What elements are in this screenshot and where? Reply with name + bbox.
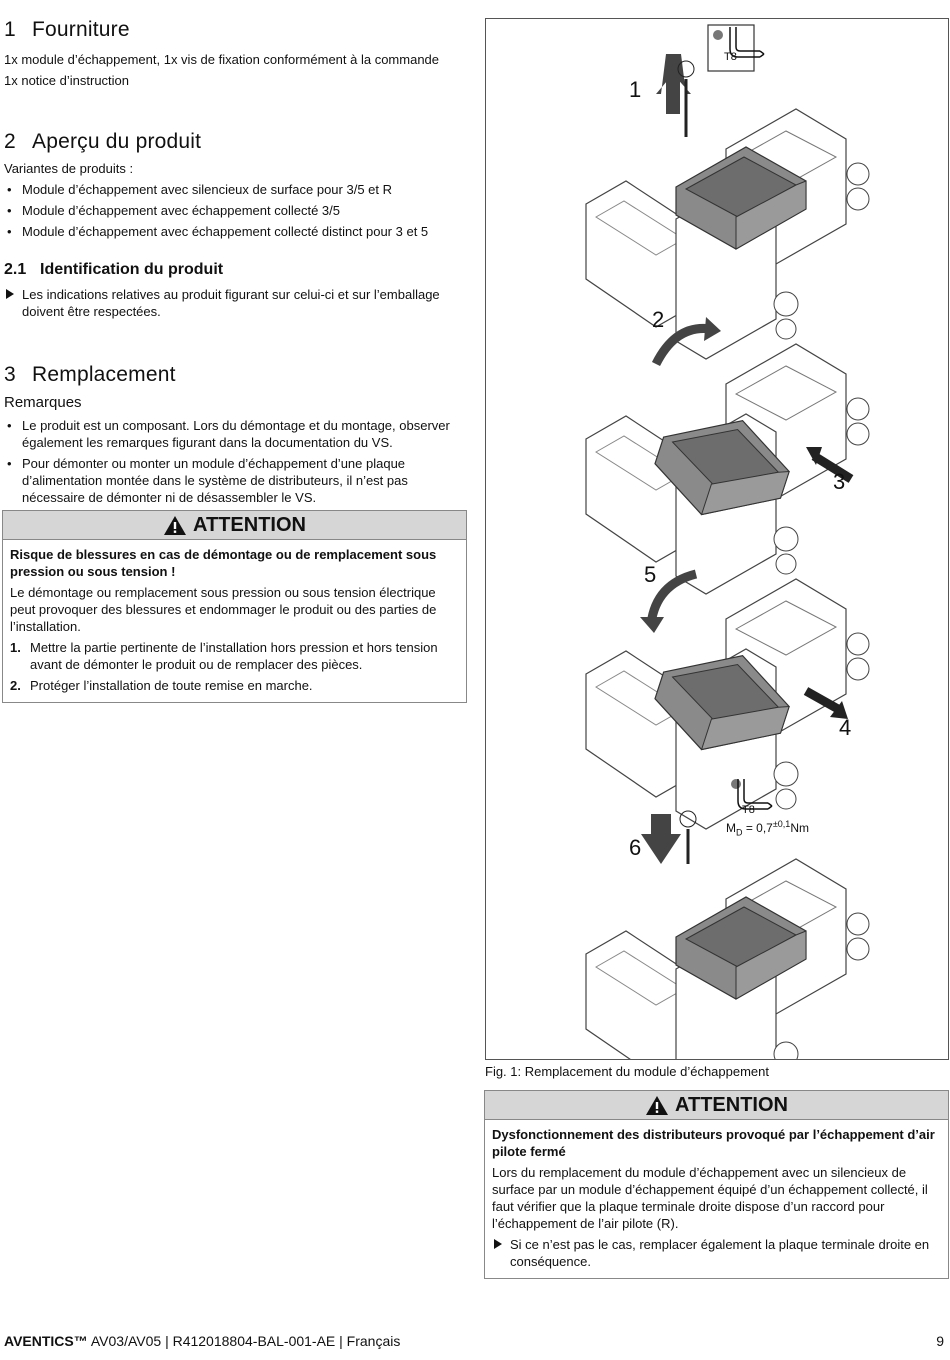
warning-body xyxy=(485,1120,948,1278)
torque-spec: $M_D = 0,7^{\pm 0,1}Nm$ xyxy=(726,819,809,838)
list-item: • Module d’échappement avec silencieux de surface pour 3/5 et R xyxy=(4,181,474,198)
arrow-icon xyxy=(494,1239,502,1249)
exhaust-module-illustration xyxy=(486,19,948,1059)
instruction-item: Les indications relatives au produit figurant sur celui-ci et sur l’emballage doivent être respectées. xyxy=(4,286,454,320)
warning-triangle-icon xyxy=(645,1095,669,1116)
subsection-heading: 2.1 Identification du produit xyxy=(4,261,224,278)
warning-body xyxy=(3,540,466,702)
variants-intro: Variantes de produits : xyxy=(4,161,134,176)
section-heading: 2 Aperçu du produit xyxy=(4,130,202,153)
step-2-3-illustration xyxy=(586,317,869,594)
warning-text: Lors du remplacement du module d’échappement avec un silencieux de surface par un module d’échappement équipé d’un échappement collecté, il faut vérifier que la plaque terminale droite dispose d’un raccord pour l’échappement de l’air pilote (R). xyxy=(492,1165,928,1231)
variants-list xyxy=(4,181,474,240)
warning-box xyxy=(484,1090,949,1279)
figure-caption: Fig. 1: Remplacement du module d’échappement xyxy=(485,1064,769,1079)
step-item: 1. Mettre la partie pertinente de l’installation hors pression et hors tension avant de démonter le produit ou de remplacer des pièces. xyxy=(10,640,438,672)
list-item: • Module d’échappement avec échappement collecté distinct pour 3 et 5 xyxy=(4,223,474,240)
warning-text: Le démontage ou remplacement sous pression ou sous tension électrique peut provoquer des blessures et endommager le produit ou des parties de l’installation. xyxy=(10,585,437,634)
section-heading: 1 Fourniture xyxy=(4,18,130,41)
step-number: 1 xyxy=(629,77,642,102)
step-number: 6 xyxy=(629,835,642,860)
step-item: 2. Protéger l’installation de toute remise en marche. xyxy=(10,678,313,693)
arrow-icon xyxy=(6,289,14,299)
step-number: 3 xyxy=(833,469,846,494)
warning-steps xyxy=(10,639,459,694)
warning-triangle-icon xyxy=(163,515,187,536)
supply-line: 1x module d’échappement, 1x vis de fixation conformément à la commande xyxy=(4,52,440,67)
warning-header: ATTENTION xyxy=(3,511,466,540)
instruction-item: Si ce n’est pas le cas, remplacer également la plaque terminale droite en conséquence. xyxy=(492,1236,941,1270)
remarks-list xyxy=(4,417,464,506)
remarks-heading: Remarques xyxy=(4,394,82,411)
section-fourniture xyxy=(4,18,474,89)
list-item: • Module d’échappement avec échappement collecté 3/5 xyxy=(4,202,474,219)
step-1-illustration xyxy=(586,25,869,359)
warning-box xyxy=(2,510,467,703)
list-item: • Le produit est un composant. Lors du démontage et du montage, observer également les remarques figurant dans la documentation du VS. xyxy=(4,417,464,451)
section-remplacement xyxy=(4,363,464,510)
page-footer: AVENTICS™ AV03/AV05 | R412018804-BAL-001-AE | Français xyxy=(4,1333,401,1349)
tool-label: T8 xyxy=(724,51,737,63)
warning-header: ATTENTION xyxy=(485,1091,948,1120)
warning-title: Dysfonctionnement des distributeurs provoqué par l’échappement d’air pilote fermé xyxy=(492,1127,935,1159)
warning-title: Risque de blessures en cas de démontage ou de remplacement sous pression ou sous tension ! xyxy=(10,547,437,579)
step-number: 2 xyxy=(652,307,665,332)
section-identification xyxy=(4,261,454,320)
step-number: 4 xyxy=(839,715,852,740)
step-number: 5 xyxy=(644,562,657,587)
list-item: • Pour démonter ou monter un module d’échappement d’une plaque d’alimentation montée dans le système de distributeurs, il n’est pas nécessaire de démonter ni de désassembler le VS. xyxy=(4,455,464,506)
tool-label: T8 xyxy=(742,804,755,816)
figure-frame xyxy=(485,18,949,1060)
section-heading: 3 Remplacement xyxy=(4,363,176,386)
page-number: 9 xyxy=(936,1333,944,1349)
supply-line: 1x notice d’instruction xyxy=(4,73,130,88)
step-4-5-illustration xyxy=(586,574,869,829)
section-apercu xyxy=(4,130,474,244)
